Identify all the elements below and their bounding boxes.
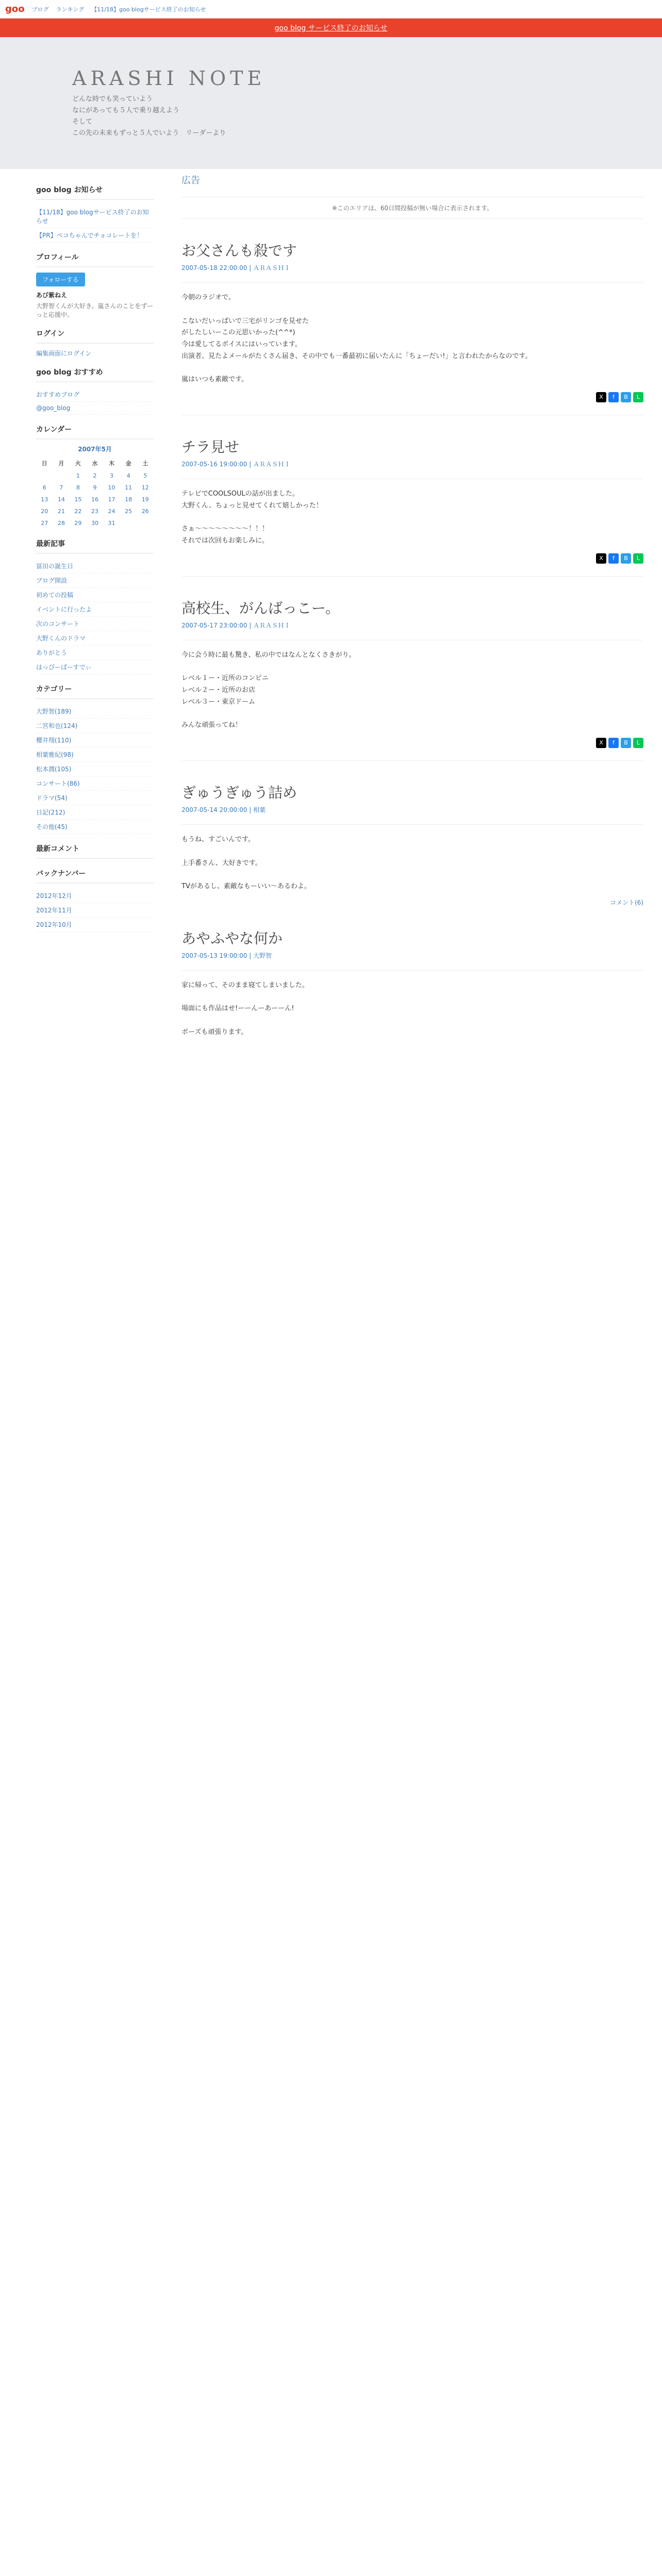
cal-day[interactable]: 17 bbox=[108, 496, 115, 503]
notice-item[interactable]: 【11/18】goo blogサービス終了のお知らせ bbox=[36, 209, 149, 225]
login-heading: ログイン bbox=[36, 328, 154, 344]
backnumber-heading: バックナンバー bbox=[36, 868, 154, 884]
calendar-heading: カレンダー bbox=[36, 424, 154, 439]
x-share-icon[interactable]: X bbox=[596, 553, 606, 564]
cal-day[interactable]: 19 bbox=[141, 496, 149, 503]
x-share-icon[interactable]: X bbox=[596, 738, 606, 748]
hatena-share-icon[interactable]: B bbox=[621, 392, 631, 402]
category-item[interactable]: ドラマ(54) bbox=[36, 794, 68, 802]
cal-day[interactable]: 12 bbox=[141, 484, 149, 491]
post-date[interactable]: 2007-05-16 19:00:00 | ＡＲＡＳＨＩ bbox=[181, 461, 291, 468]
recent-item[interactable]: はっぴーばーすでぃ bbox=[36, 664, 92, 671]
x-share-icon[interactable]: X bbox=[596, 392, 606, 402]
cal-day[interactable] bbox=[120, 517, 137, 529]
facebook-share-icon[interactable]: f bbox=[608, 392, 619, 402]
post-title[interactable]: チラ見せ bbox=[181, 438, 240, 455]
calendar-month[interactable]: 2007年5月 bbox=[78, 446, 112, 453]
recommend-item[interactable]: おすすめブログ bbox=[36, 391, 80, 398]
facebook-share-icon[interactable]: f bbox=[608, 738, 619, 748]
category-item[interactable]: コンサート(86) bbox=[36, 780, 80, 787]
cal-day[interactable]: 8 bbox=[76, 484, 80, 491]
cal-day[interactable]: 28 bbox=[57, 520, 65, 527]
cal-day[interactable]: 21 bbox=[57, 508, 65, 515]
service-end-banner[interactable] bbox=[0, 19, 662, 37]
category-heading: カテゴリー bbox=[36, 684, 154, 699]
cal-day[interactable]: 29 bbox=[74, 520, 82, 527]
notice-heading: goo blog お知らせ bbox=[36, 184, 154, 200]
cal-day[interactable]: 15 bbox=[74, 496, 82, 503]
cal-day[interactable]: 5 bbox=[143, 472, 147, 479]
notice-item[interactable]: 【PR】ペコちゃんでチョコレートを！ bbox=[36, 232, 143, 239]
sidebar bbox=[36, 175, 154, 932]
service-end-link[interactable]: goo blog サービス終了のお知らせ bbox=[274, 24, 388, 32]
line-share-icon[interactable]: L bbox=[633, 392, 643, 402]
calendar bbox=[36, 456, 154, 529]
cal-day[interactable]: 23 bbox=[91, 508, 98, 515]
post-date[interactable]: 2007-05-13 19:00:00 | 大野智 bbox=[181, 952, 272, 959]
recent-item[interactable]: 大野くんのドラマ bbox=[36, 635, 86, 642]
cal-day[interactable]: 25 bbox=[125, 508, 133, 515]
category-item[interactable]: 大野智(189) bbox=[36, 708, 72, 715]
inactive-notice: ※このエリアは、60日間投稿が無い場合に表示されます。 bbox=[181, 197, 643, 219]
recent-item[interactable]: イベントに行ったよ bbox=[36, 606, 92, 613]
profile-name: あび紫ねえ bbox=[36, 292, 68, 299]
recommend-item[interactable]: @goo_blog bbox=[36, 404, 71, 412]
recent-item[interactable]: ブログ開設 bbox=[36, 577, 68, 584]
cal-day[interactable] bbox=[137, 517, 154, 529]
profile-text: 大野智くんが大好き。嵐さんのことをずーっと応援中。 bbox=[36, 302, 154, 318]
recent-item[interactable]: ありがとう bbox=[36, 649, 68, 656]
post-date[interactable]: 2007-05-17 23:00:00 | ＡＲＡＳＨＩ bbox=[181, 621, 291, 629]
follow-button[interactable]: フォローする bbox=[36, 273, 85, 286]
cal-day[interactable]: 18 bbox=[125, 496, 133, 503]
post-title[interactable]: あやふやな何か bbox=[181, 929, 283, 947]
share-buttons bbox=[181, 392, 643, 415]
category-item[interactable]: 日記(212) bbox=[36, 809, 65, 816]
comments-link[interactable]: コメント(6) bbox=[610, 899, 643, 906]
backnumber-item[interactable]: 2012年10月 bbox=[36, 921, 72, 928]
recent-item[interactable]: 初めての投稿 bbox=[36, 591, 74, 599]
cal-day[interactable] bbox=[53, 470, 70, 482]
category-item[interactable]: 二宮和也(124) bbox=[36, 722, 78, 730]
cal-dow: 日 bbox=[41, 460, 47, 467]
post-body: 今朝のラジオで。 こないだいっぱいで三宅がリンゴを見せた がしたしいーこの元思いかった(^^*) 今は愛してるボイスにはいっています。 出演者、見たよメールがたくさん届き、その中でも一番最初に届いたんに「ちょーだい!」と言われたからなのです。 嵐はいつも素敵です。 bbox=[181, 282, 643, 386]
blog-header bbox=[0, 37, 662, 169]
post-title[interactable]: ぎゅうぎゅう詰め bbox=[181, 784, 297, 801]
blog-tagline: どんな時でも笑っていよう なにがあっても５人で乗り越えよう そして この先の未来もずっと５人でいよう リーダーより bbox=[72, 95, 226, 138]
post bbox=[181, 597, 643, 761]
cal-day[interactable]: 24 bbox=[108, 508, 115, 515]
share-buttons bbox=[181, 553, 643, 577]
hatena-share-icon[interactable]: B bbox=[621, 738, 631, 748]
post-body: テレビでCOOLSOULの話が出ました。 大野くん、ちょっと見せてくれて嬉しかった！ さぁ〜〜〜〜〜〜〜〜！！！ それでは次回もお楽しみに。 bbox=[181, 479, 643, 547]
post bbox=[181, 240, 643, 415]
post-title[interactable]: お父さんも殺です bbox=[181, 242, 297, 259]
cal-day[interactable]: 2 bbox=[93, 472, 97, 479]
category-item[interactable]: 相葉雅紀(98) bbox=[36, 751, 74, 758]
recent-heading: 最新記事 bbox=[36, 538, 154, 554]
facebook-share-icon[interactable]: f bbox=[608, 553, 619, 564]
cal-day[interactable]: 31 bbox=[108, 520, 115, 527]
ad-label: 広告 bbox=[181, 175, 200, 186]
main-content bbox=[181, 170, 643, 1039]
hatena-share-icon[interactable]: B bbox=[621, 553, 631, 564]
cal-dow: 月 bbox=[58, 460, 64, 467]
backnumber-item[interactable]: 2012年12月 bbox=[36, 892, 72, 900]
goo-logo[interactable]: goo bbox=[5, 4, 25, 14]
nav-link-ranking[interactable]: ランキング bbox=[56, 6, 85, 13]
post-body: 今に会う時に最も驚き、私の中ではなんとなくさきがり。 レベル１ー・近所のコンビニ レベル２ー・近所のお店 レベル３ー・東京ドーム みんな頑張ってね！ bbox=[181, 640, 643, 732]
blog-title[interactable]: ARASHI NOTE bbox=[72, 67, 266, 90]
post bbox=[181, 782, 643, 907]
post-body: もうね、すごいんです。 上手番さん、大好きです。 TVがあるし、素敵なもーいい〜あるわよ。 bbox=[181, 824, 643, 893]
cal-day[interactable]: 3 bbox=[110, 472, 114, 479]
cal-dow: 火 bbox=[75, 460, 81, 467]
cal-day[interactable]: 14 bbox=[57, 496, 65, 503]
cal-day[interactable]: 13 bbox=[41, 496, 48, 503]
backnumber-item[interactable]: 2012年11月 bbox=[36, 907, 72, 914]
line-share-icon[interactable]: L bbox=[633, 553, 643, 564]
cal-dow: 金 bbox=[125, 460, 131, 467]
cal-day[interactable]: 1 bbox=[76, 472, 80, 479]
recent-item[interactable]: 次のコンサート bbox=[36, 620, 80, 628]
cal-day[interactable]: 16 bbox=[91, 496, 98, 503]
cal-day[interactable]: 20 bbox=[41, 508, 48, 515]
cal-dow: 木 bbox=[109, 460, 115, 467]
nav-link-blog[interactable]: ブログ bbox=[31, 6, 49, 13]
cal-day[interactable]: 9 bbox=[93, 484, 97, 491]
cal-day[interactable]: 27 bbox=[41, 520, 48, 527]
post bbox=[181, 436, 643, 577]
cal-day[interactable]: 6 bbox=[42, 484, 46, 491]
cal-day[interactable]: 30 bbox=[91, 520, 98, 527]
cal-day[interactable]: 22 bbox=[74, 508, 82, 515]
cal-dow: 水 bbox=[92, 460, 98, 467]
category-item[interactable]: その他(45) bbox=[36, 823, 68, 831]
nav-link-notice[interactable]: 【11/18】goo blogサービス終了のお知らせ bbox=[91, 6, 206, 13]
post-title[interactable]: 高校生、がんばっこー。 bbox=[181, 599, 340, 617]
cal-day[interactable]: 26 bbox=[141, 508, 149, 515]
share-buttons bbox=[181, 738, 643, 761]
recommend-heading: goo blog おすすめ bbox=[36, 367, 154, 382]
comment-heading: 最新コメント bbox=[36, 843, 154, 859]
cal-day[interactable]: 7 bbox=[59, 484, 63, 491]
post bbox=[181, 927, 643, 1039]
profile-heading: プロフィール bbox=[36, 252, 154, 267]
cal-day[interactable] bbox=[36, 470, 53, 482]
category-item[interactable]: 櫻井翔(110) bbox=[36, 737, 72, 744]
cal-day[interactable]: 4 bbox=[126, 472, 130, 479]
recent-item[interactable]: 冨田の誕生日 bbox=[36, 563, 74, 570]
login-link[interactable]: 編集画面にログイン bbox=[36, 350, 92, 357]
cal-dow: 土 bbox=[142, 460, 148, 467]
post-body: 家に帰って、そのまま寝てしまいました。 場面にも作品はせ!ーーんーあーーん! ボーズも頑張ります。 bbox=[181, 970, 643, 1039]
post-date[interactable]: 2007-05-18 22:00:00 | ＡＲＡＳＨＩ bbox=[181, 264, 291, 272]
cal-day[interactable]: 10 bbox=[108, 484, 115, 491]
line-share-icon[interactable]: L bbox=[633, 738, 643, 748]
cal-day[interactable]: 11 bbox=[125, 484, 133, 491]
category-item[interactable]: 松本潤(105) bbox=[36, 766, 72, 773]
top-nav bbox=[0, 0, 662, 19]
post-date[interactable]: 2007-05-14 20:00:00 | 相葉 bbox=[181, 806, 266, 814]
